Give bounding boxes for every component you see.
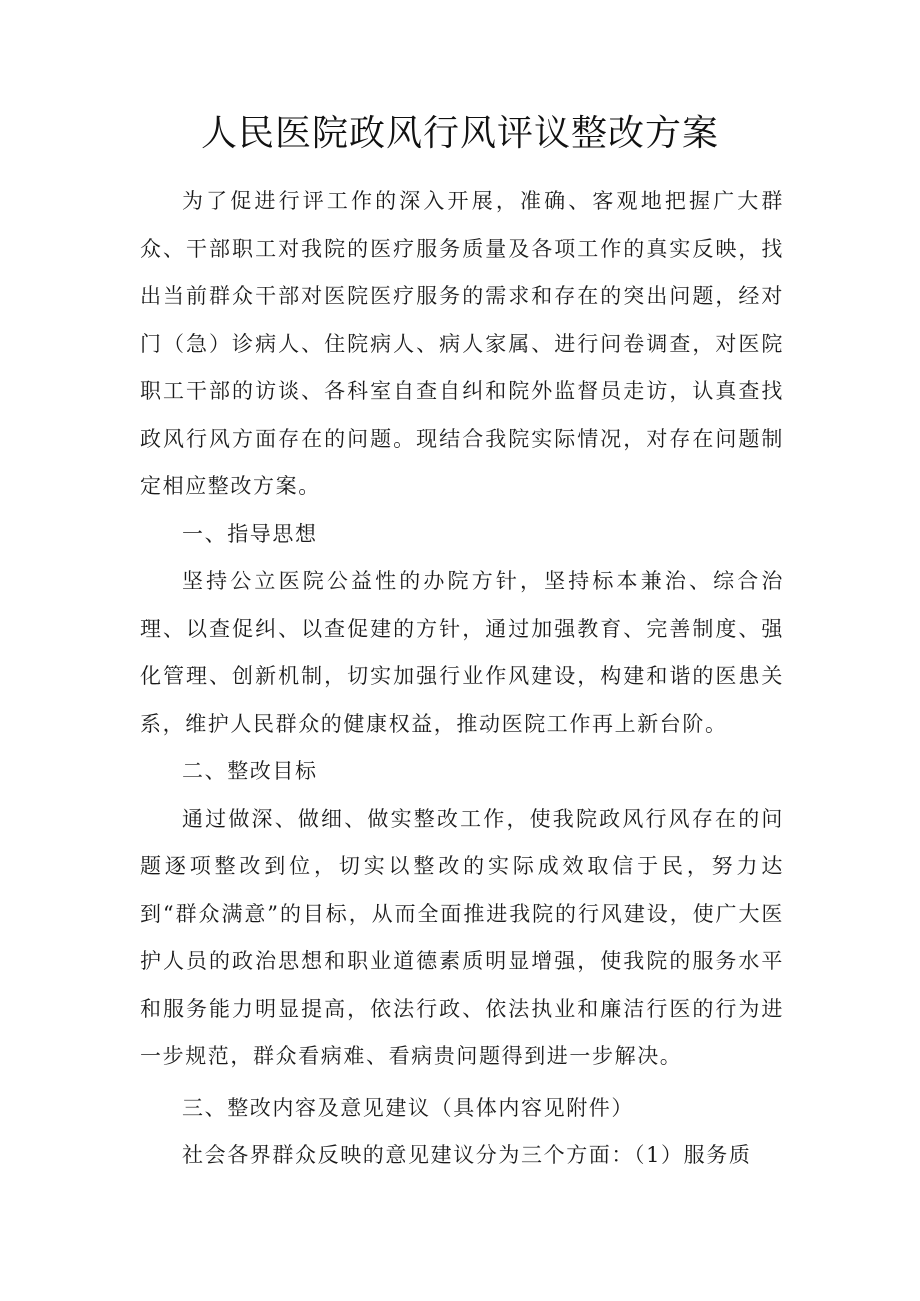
section-heading-guiding-ideology: 一、指导思想 [182,521,318,546]
rectification-content-paragraph: 社会各界群众反映的意见建议分为三个方面：（1）服务质 [182,1143,752,1167]
intro-paragraph: 为了促进行评工作的深入开展，准确、客观地把握广大群众、干部职工对我院的医疗服务质量及各项工作的真实反映，找出当前群众干部对医院医疗服务的需求和存在的突出问题，经对门（急）诊病人、住院病人、病人家属、进行问卷调查，对医院职工干部的访谈、各科室自查自纠和院外监督员走访，认真查找政风行风方面存在的问题。现结合我院实际情况，对存在问题制定相应整改方案。 [140,189,784,498]
guiding-ideology-paragraph: 坚持公立医院公益性的办院方针，坚持标本兼治、综合治理、以查促纠、以查促建的方针，通过加强教育、完善制度、强化管理、创新机制，切实加强行业作风建设，构建和谐的医患关系，维护人民群众的健康权益，推动医院工作再上新台阶。 [140,569,784,736]
section-heading-rectification-goals: 二、整改目标 [182,759,318,783]
document-body [140,178,784,1180]
rectification-goals-paragraph: 通过做深、做细、做实整改工作，使我院政风行风存在的问题逐项整改到位，切实以整改的实际成效取信于民，努力达到“群众满意”的目标，从而全面推进我院的行风建设，使广大医护人员的政治思想和职业道德素质明显增强，使我院的服务水平和服务能力明显提高，依法行政、依法执业和廉洁行医的行为进一步规范，群众看病难、看病贵问题得到进一步解决。 [140,806,784,1068]
section-heading-rectification-content: 三、整改内容及意见建议（具体内容见附件） [182,1095,634,1120]
document-title: 人民医院政风行风评议整改方案 [200,113,719,154]
